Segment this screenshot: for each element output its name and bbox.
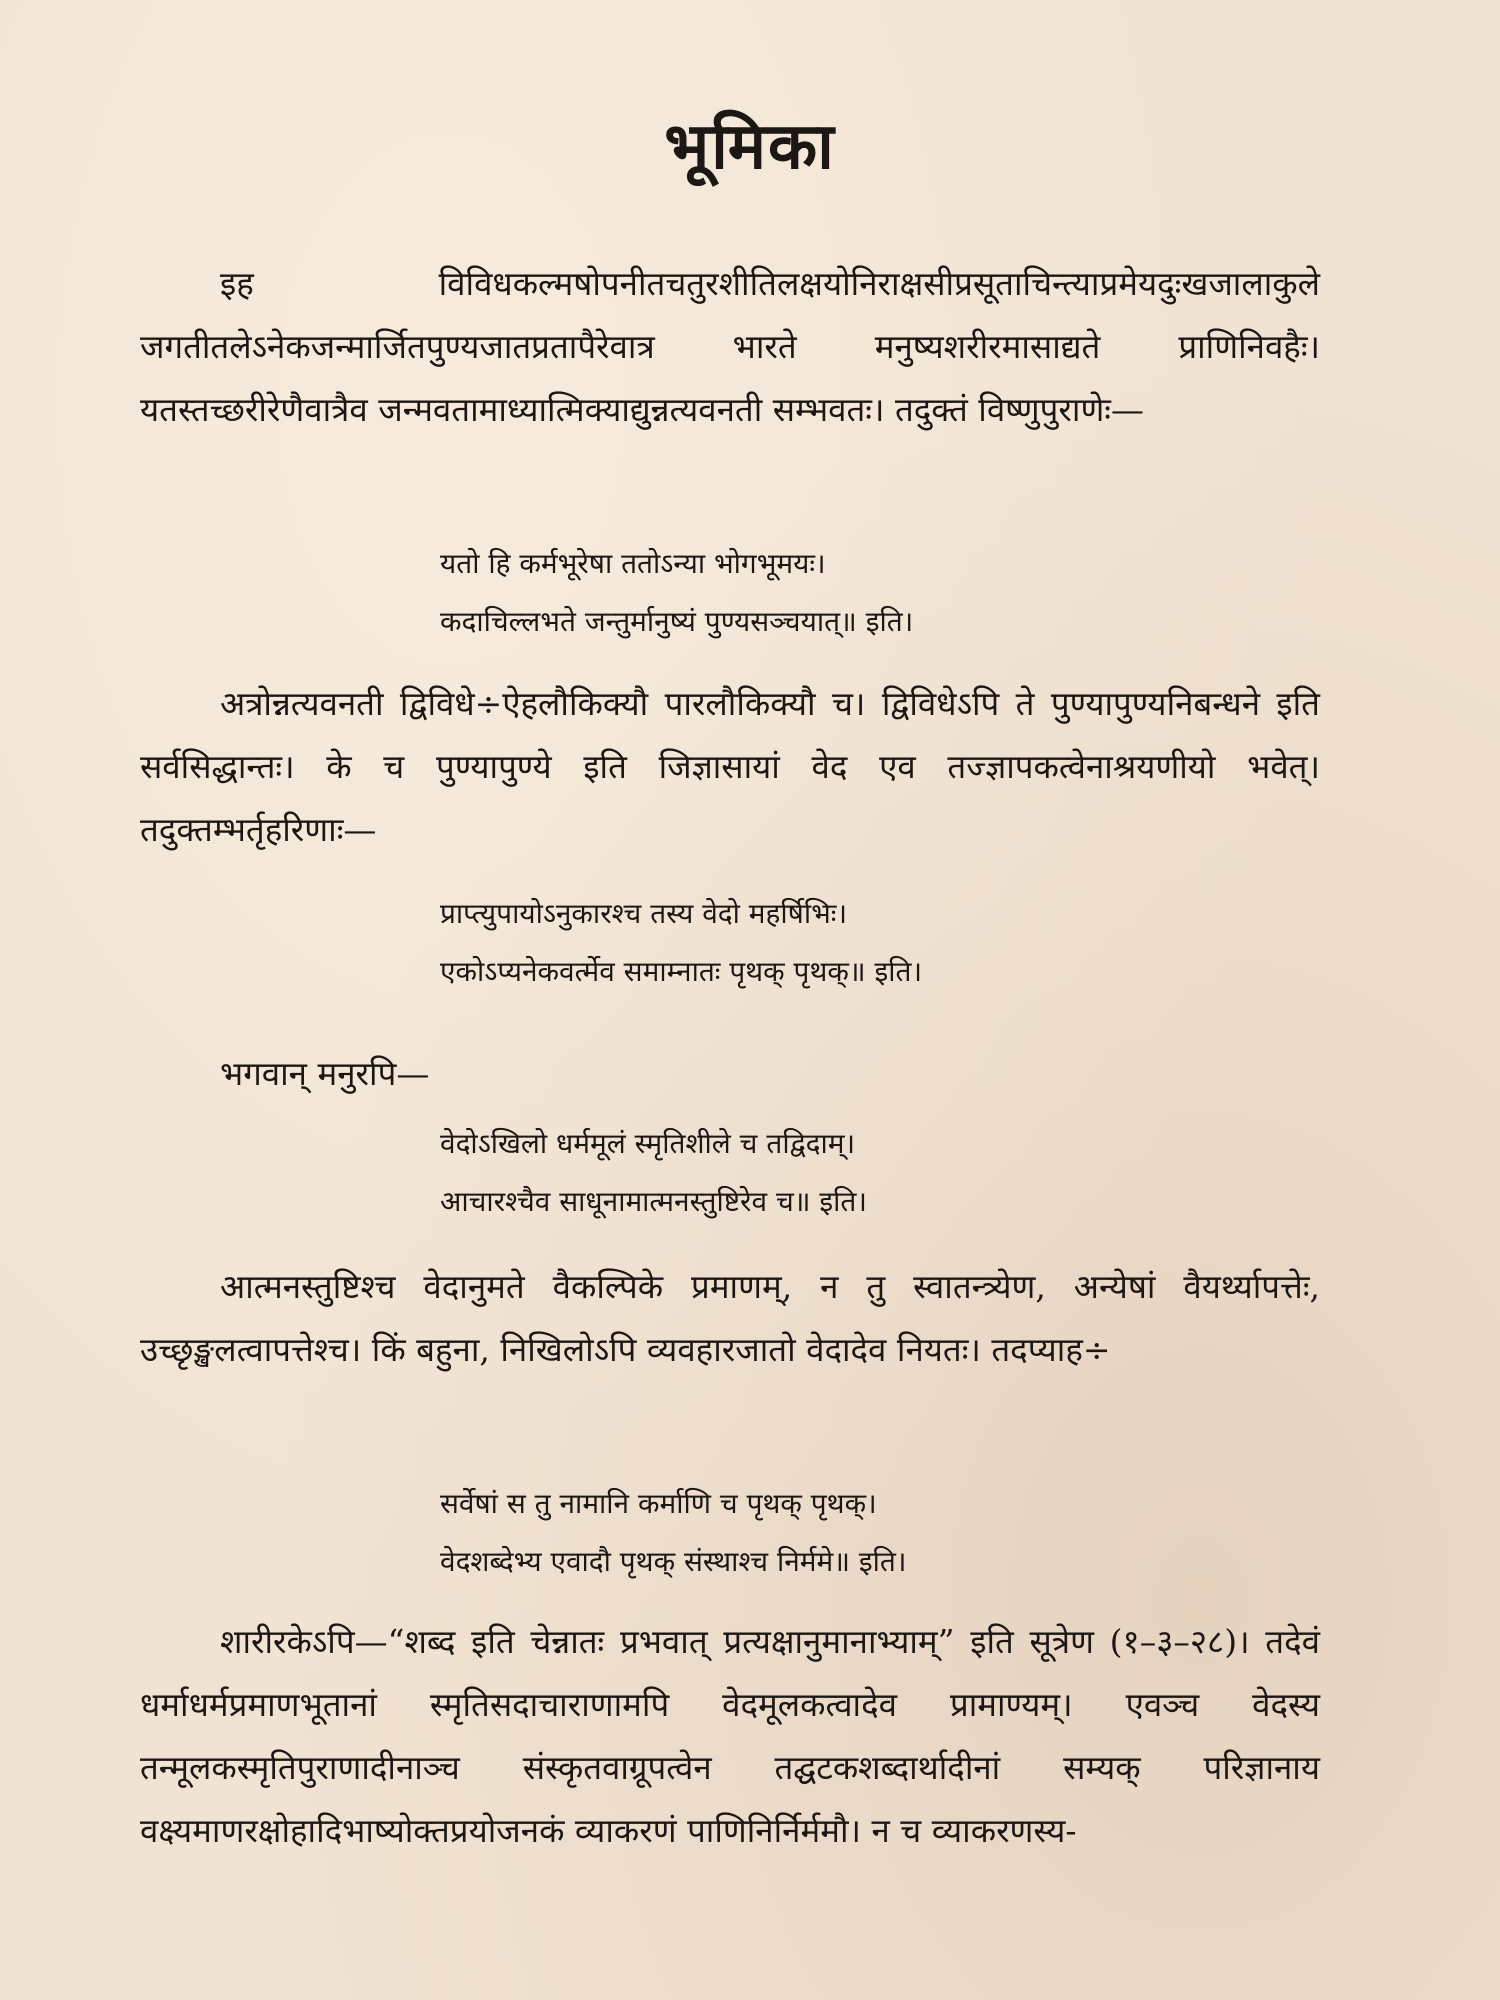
paragraph-2: अत्रोन्नत्यवनती द्विविधे÷ऐहलौकिक्यौ पारलौकिक्यौ च। द्विविधेऽपि ते पुण्यापुण्यनिबन्धने इति सर्वसिद्धान्तः। के च पुण्यापुण्ये इति जिज्ञासायां वेद एव तज्ज्ञापकत्वेनाश्रयणीयो भवेत्। तदुक्तम्भर्तृहरिणाः— <box>140 684 1320 849</box>
section-lead: भगवान् मनुरपि— <box>220 1054 430 1093</box>
verse-line: यतो हि कर्मभूरेषा ततोऽन्या भोगभूमयः। <box>440 547 826 580</box>
verse-line: सर्वेषां स तु नामानि कर्माणि च पृथक् पृथक्। <box>440 1487 877 1520</box>
paragraph-3: आत्मनस्तुष्टिश्च वेदानुमते वैकल्पिके प्रमाणम्, न तु स्वातन्त्र्येण, अन्येषां वैयर्थ्यापत्तेः, उच्छृङ्खलत्वापत्तेश्च। किं बहुना, निखिलोऽपि व्यवहारजातो वेदादेव नियतः। तदप्याह÷ <box>140 1267 1320 1369</box>
paragraph-4: शारीरकेऽपि—“शब्द इति चेन्नातः प्रभवात् प्रत्यक्षानुमानाभ्याम्” इति सूत्रेण (१–३–२८)। तदेवं धर्माधर्मप्रमाणभूतानां स्मृतिसदाचाराणामपि वेदमूलकत्वादेव प्रामाण्यम्। एवञ्च वेदस्य तन्मूलकस्मृतिपुराणादीनाञ्च संस्कृतवाग्रूपत्वेन तद्घटकशब्दार्थादीनां सम्यक् परिज्ञानाय वक्ष्यमाणरक्षोहादिभाष्योक्तप्रयोजनकं व्याकरणं पाणिनिर्निर्ममौ। न च व्याकरणस्य- <box>140 1622 1320 1850</box>
verse-line: वेदशब्देभ्य एवादौ पृथक् संस्थाश्च निर्ममे॥ इति। <box>440 1545 907 1578</box>
verse-4 <box>440 1475 1220 1591</box>
paragraph-1: इह विविधकल्मषोपनीतचतुरशीतिलक्षयोनिराक्षसीप्रसूताचिन्त्याप्रमेयदुःखजालाकुले जगतीतलेऽनेकजन्मार्जितपुण्यजातप्रतापैरेवात्र भारते मनुष्यशरीरमासाद्यते प्राणिनिवहैः। यतस्तच्छरीरेणैवात्रैव जन्मवतामाध्यात्मिक्याद्युन्नत्यवनती सम्भवतः। तदुक्तं विष्णुपुराणेः— <box>140 264 1320 429</box>
page-title: भूमिका <box>664 109 836 184</box>
verse-2 <box>440 885 1220 1001</box>
verse-line: आचारश्चैव साधूनामात्मनस्तुष्टिरेव च॥ इति। <box>440 1185 867 1218</box>
verse-1 <box>440 535 1220 651</box>
verse-line: कदाचिल्लभते जन्तुर्मानुष्यं पुण्यसञ्चयात्॥ इति। <box>440 605 914 638</box>
verse-line: प्राप्त्युपायोऽनुकारश्च तस्य वेदो महर्षिभिः। <box>440 897 848 930</box>
verse-3 <box>440 1115 1220 1231</box>
verse-line: एकोऽप्यनेकवर्त्मेव समाम्नातः पृथक् पृथक्॥ इति। <box>440 955 923 988</box>
verse-line: वेदोऽखिलो धर्ममूलं स्मृतिशीले च तद्विदाम्। <box>440 1127 856 1160</box>
